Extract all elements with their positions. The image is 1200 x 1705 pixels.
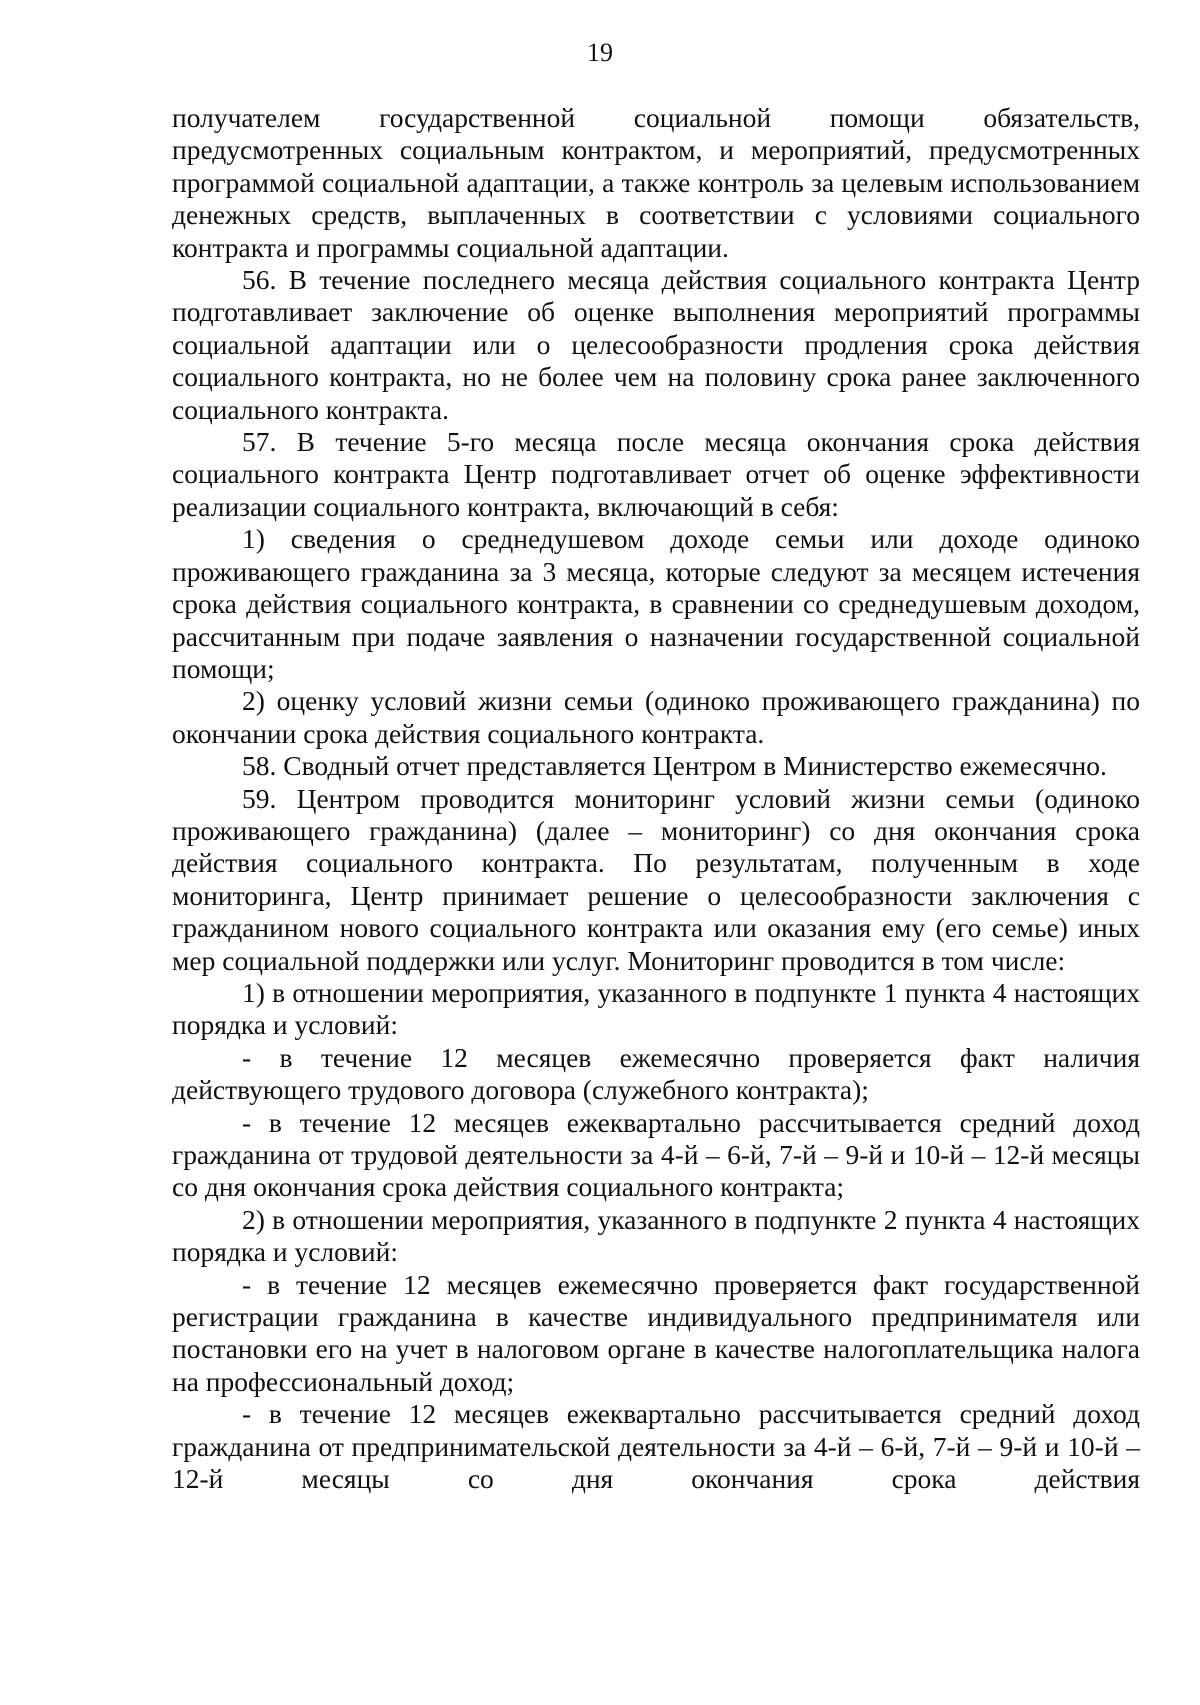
paragraph-subitem-59-1: 1) в отношении мероприятия, указанного в подпункте 1 пункта 4 настоящих порядка и условий:: [172, 976, 1140, 1041]
paragraph-item-58: 58. Сводный отчет представляется Центром в Министерство ежемесячно.: [242, 750, 1107, 782]
paragraph-continuation: получателем государственной социальной помощи обязательств, предусмотренных социальным контрактом, и мероприятий, предусмотренных программой социальной адаптации, а также контроль за целевым использованием денежных средств, выплаченных в соответствии с условиями социального контракта и программы социальной адаптации.: [172, 102, 1140, 263]
paragraph-item-56: 56. В течение последнего месяца действия социального контракта Центр подготавливает заключение об оценке выполнения мероприятий программы социальной адаптации или о целесообразности продления срока действия социального контракта, но не более чем на половину срока ранее заключенного социального контракта.: [172, 264, 1140, 425]
page-number: 19: [587, 38, 613, 67]
paragraph-bullet: - в течение 12 месяцев ежемесячно проверяется факт наличия действующего трудового договора (служебного контракта);: [172, 1041, 1140, 1106]
document-body: [172, 102, 1140, 1495]
paragraph-subitem-59-2: 2) в отношении мероприятия, указанного в подпункте 2 пункта 4 настоящих порядка и условий:: [172, 1203, 1140, 1268]
paragraph-bullet: - в течение 12 месяцев ежеквартально рассчитывается средний доход гражданина от трудовой деятельности за 4-й – 6-й, 7-й – 9-й и 10-й – 12-й месяцы со дня окончания срока действия социального контракта;: [172, 1106, 1140, 1203]
paragraph-item-57: 57. В течение 5-го месяца после месяца окончания срока действия социального контракта Центр подготавливает отчет об оценке эффективности реализации социального контракта, включающий в себя:: [172, 426, 1140, 522]
paragraph-subitem-57-2: 2) оценку условий жизни семьи (одиноко проживающего гражданина) по окончании срока действия социального контракта.: [172, 685, 1140, 749]
paragraph-item-59: 59. Центром проводится мониторинг условий жизни семьи (одиноко проживающего гражданина) (далее – мониторинг) со дня окончания срока действия социального контракта. По результатам, полученным в ходе мониторинга, Центр принимает решение о целесообразности заключения с гражданином нового социального контракта или оказания ему (его семье) иных мер социальной поддержки или услуг. Мониторинг проводится в том числе:: [172, 782, 1140, 976]
paragraph-bullet-continued: - в течение 12 месяцев ежеквартально рассчитывается средний доход гражданина от предпринимательской деятельности за 4-й – 6-й, 7-й – 9-й и 10-й – 12-й месяцы со дня окончания срока действия: [172, 1398, 1140, 1495]
paragraph-bullet: - в течение 12 месяцев ежемесячно проверяется факт государственной регистрации гражданина в качестве индивидуального предпринимателя или постановки его на учет в налоговом органе в качестве налогоплательщика налога на профессиональный доход;: [172, 1268, 1140, 1397]
paragraph-subitem-57-1: 1) сведения о среднедушевом доходе семьи или доходе одиноко проживающего гражданина за 3 месяца, которые следуют за месяцем истечения срока действия социального контракта, в сравнении со среднедушевым доходом, рассчитанным при подаче заявления о назначении государственной социальной помощи;: [172, 523, 1140, 684]
